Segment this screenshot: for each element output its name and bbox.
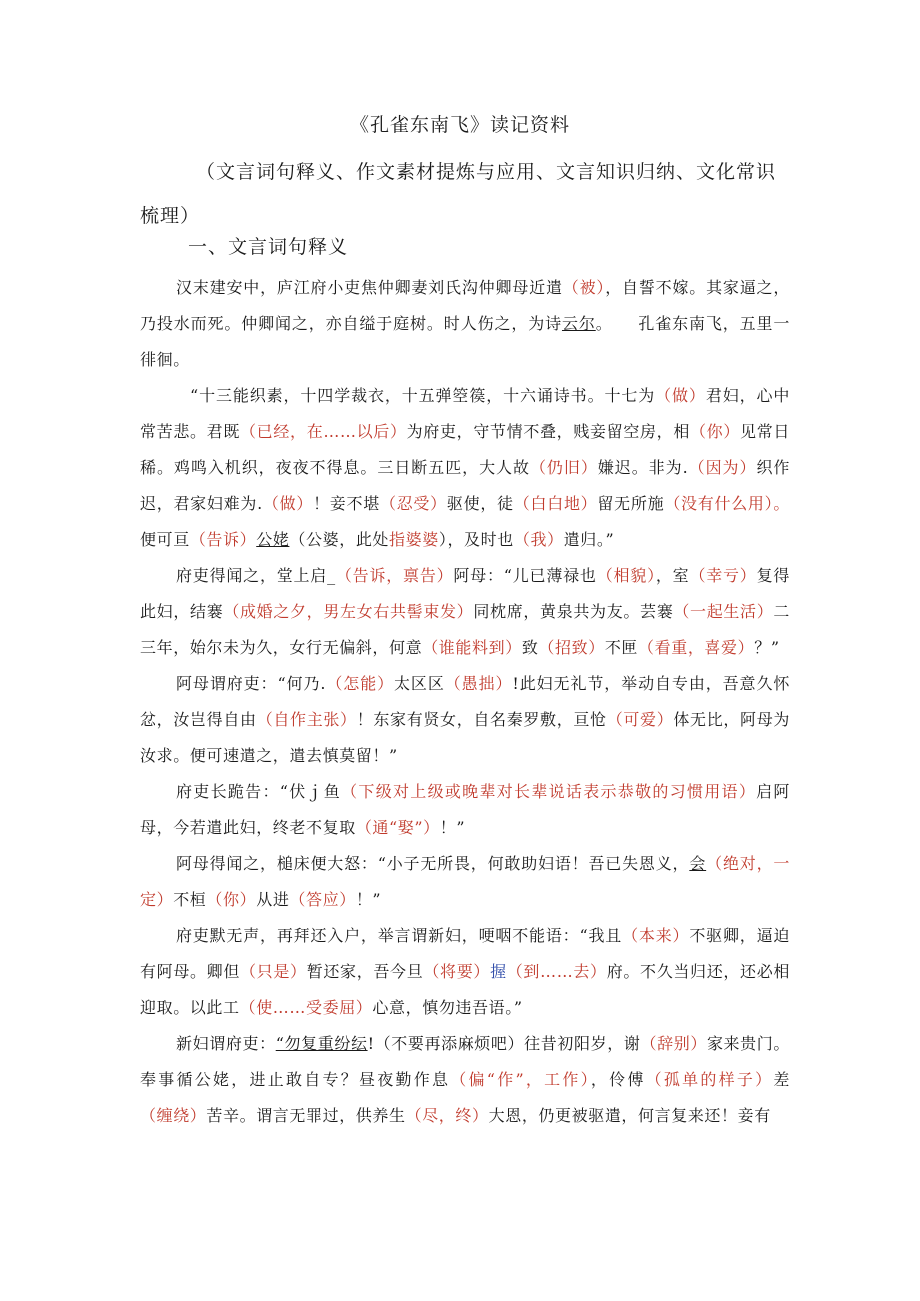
text-segment: 府吏得闻之，堂上启_ — [176, 566, 336, 585]
text-segment: 见常日稀。鸡鸣入机织，夜夜不得息。三日断五匹，大人故 — [140, 422, 790, 477]
text-segment: 苦辛。谓言无罪过，供养生 — [206, 1106, 406, 1125]
text-segment: 不桓 — [173, 890, 207, 909]
text-segment: 府吏长跪告：“伏ｊ鱼 — [176, 782, 342, 801]
annotation: （偏“作”，工作） — [450, 1070, 591, 1089]
text-segment: ！” — [439, 818, 466, 837]
annotation: （谁能料到） — [422, 638, 522, 657]
annotation: （你） — [690, 422, 741, 441]
annotation: （辞别） — [640, 1034, 707, 1053]
annotation: （被） — [562, 278, 606, 297]
text-segment: ！东家有贤女，自名秦罗敷，亘怆 — [356, 710, 607, 729]
text-segment: 二三年，始尔未为久，女行无偏斜，何意 — [140, 602, 790, 657]
annotation: （仍旧） — [529, 458, 598, 477]
annotation: （愚拙） — [444, 674, 513, 693]
document-title: 《孔雀东南飞》读记资料 — [349, 114, 570, 136]
text-paragraph — [140, 918, 790, 1026]
annotated-text-body — [140, 270, 790, 1134]
annotation: （告诉，禀告） — [335, 566, 454, 585]
text-segment: 阿母谓府吏：“何乃. — [176, 674, 327, 693]
text-segment: 阿母得闻之，槌床便大怒：“小子无所畏，何敢助妇语！吾已失恩义， — [176, 854, 690, 873]
text-segment: ！妾不堪 — [313, 494, 380, 513]
text-segment: 府吏默无声，再拜还入户，举言谓新妇，哽咽不能语：“我且 — [176, 926, 623, 945]
text-segment: ，自誓不嫁。其家逼之，乃投水而死。仲卿闻之，亦自缢于庭树。时人伤之，为诗 — [140, 278, 790, 333]
annotation: （做） — [262, 494, 314, 513]
text-segment: 织作迟，君家妇难为. — [140, 458, 791, 513]
underlined-term: 云尔 — [561, 314, 596, 333]
text-paragraph — [140, 558, 790, 666]
underlined-term: 会 — [689, 854, 707, 873]
annotation: （忍受） — [379, 494, 447, 513]
text-segment: 为府吏，守节情不叠，贱妾留空房，相 — [406, 422, 691, 441]
text-segment: 暂还家，吾今旦 — [306, 962, 424, 981]
text-segment: 体无比，阿母为汝求。便可速遣之，遣去慎莫留！” — [140, 710, 790, 765]
text-segment: 不匣 — [604, 638, 639, 657]
annotation: （做） — [655, 386, 706, 405]
text-segment: 家来贵门。奉事循公姥，进止敢自专？昼夜勤作息 — [140, 1034, 790, 1089]
annotation: （本来） — [622, 926, 690, 945]
text-segment: ，室 — [655, 566, 690, 585]
text-segment: 复得此妇，结褰 — [140, 566, 790, 621]
text-paragraph — [140, 846, 790, 918]
text-segment: 嫌迟。非为. — [597, 458, 689, 477]
annotation: （白白地） — [513, 494, 598, 513]
annotation: （到……去） — [506, 962, 607, 981]
section-heading: 一、文言词句释义 — [188, 236, 349, 258]
text-segment: ，伶傅 — [590, 1070, 646, 1089]
text-paragraph — [140, 774, 790, 846]
annotation: （可爱） — [606, 710, 674, 729]
text-segment: 府。不久当归还，还必相迎取。以此工 — [140, 962, 790, 1017]
annotation: （幸亏） — [689, 566, 757, 585]
text-segment: 心意，慎勿违吾语。” — [372, 998, 523, 1017]
annotation: （答应） — [289, 890, 356, 909]
text-segment: 驱使，徒 — [446, 494, 514, 513]
text-segment: !（不要再添麻烦吧）往昔初阳岁，谢 — [367, 1034, 641, 1053]
annotation: （相貌） — [596, 566, 656, 585]
annotation: （因为） — [688, 458, 757, 477]
text-segment: 致 — [521, 638, 539, 657]
text-segment: 大恩，仍更被驱遣，何言复来还！妾有 — [488, 1106, 771, 1125]
highlighted-term: 握 — [490, 962, 507, 981]
annotation: （我） — [513, 530, 564, 549]
annotation: （自作主张） — [256, 710, 357, 729]
annotation: （怎能） — [326, 674, 395, 693]
text-segment: 新妇谓府吏： — [176, 1034, 276, 1053]
annotation: （通“娶”） — [355, 818, 440, 837]
document-subtitle: （文言词句释义、作文素材提炼与应用、文言知识归纳、文化常识梳理） — [140, 161, 777, 227]
text-segment: 便可亘 — [140, 530, 190, 549]
text-segment: 太区区 — [394, 674, 445, 693]
text-segment: 阿母：“儿已薄禄也 — [453, 566, 597, 585]
annotation: （招致） — [538, 638, 605, 657]
text-paragraph — [140, 270, 790, 378]
text-segment: “十三能织素，十四学裁衣，十五弹箜篌，十六诵诗书。十七为 — [190, 386, 656, 405]
text-segment: 同枕席，黄泉共为友。芸褰 — [473, 602, 674, 621]
text-segment: ！” — [355, 890, 382, 909]
text-paragraph — [140, 666, 790, 774]
annotation: （只是） — [240, 962, 307, 981]
text-segment: ？” — [754, 638, 780, 657]
text-paragraph — [140, 1026, 790, 1134]
text-segment: （公婆，此处 — [289, 530, 390, 549]
annotation: （将要） — [423, 962, 491, 981]
annotation: （下级对上级或晚辈对长辈说话表示恭敬的习惯用语） — [341, 782, 757, 801]
text-segment: 汉末建安中，庐江府小吏焦仲卿妻刘氏沟仲卿母近遣 — [176, 278, 563, 297]
text-segment: ），及时也 — [438, 530, 514, 549]
annotation: （使……受委屈） — [239, 998, 373, 1017]
annotation: （尽，终） — [405, 1106, 489, 1125]
annotation: （没有什么用）。 — [664, 494, 790, 513]
text-segment: 差 — [773, 1070, 791, 1089]
annotation: （孤单的样子） — [645, 1070, 774, 1089]
text-segment: 启阿母，今若遣此妇，终老不复取 — [140, 782, 791, 837]
text-paragraph — [140, 378, 790, 558]
annotation: （告诉） — [189, 530, 257, 549]
annotation: 指婆婆 — [389, 530, 439, 549]
underlined-term: 公姥 — [256, 530, 290, 549]
text-segment: 留无所施 — [597, 494, 665, 513]
annotation: （成婚之夕，男左女右共髻束发） — [223, 602, 474, 621]
annotation: （一起生活） — [673, 602, 774, 621]
annotation: （已经，在……以后） — [240, 422, 407, 441]
underlined-term: “勿复重纷纭 — [275, 1034, 368, 1053]
text-segment: !此妇无礼节，举动自专由，吾意久怀忿，汝岂得自由 — [140, 674, 790, 729]
text-segment: 。 孔雀东南飞，五里一徘徊。 — [140, 314, 790, 369]
text-segment: 遣归。” — [563, 530, 615, 549]
annotation: （你） — [206, 890, 257, 909]
annotation: （绝对，一定） — [140, 854, 790, 909]
text-segment: 不驱卿，逼迫有阿母。卿但 — [140, 926, 790, 981]
text-segment: 君妇，心中常苦悲。君既 — [140, 386, 790, 441]
annotation: （看重，喜爱） — [638, 638, 755, 657]
text-segment: 从进 — [256, 890, 290, 909]
annotation: （缠绕） — [140, 1106, 207, 1125]
